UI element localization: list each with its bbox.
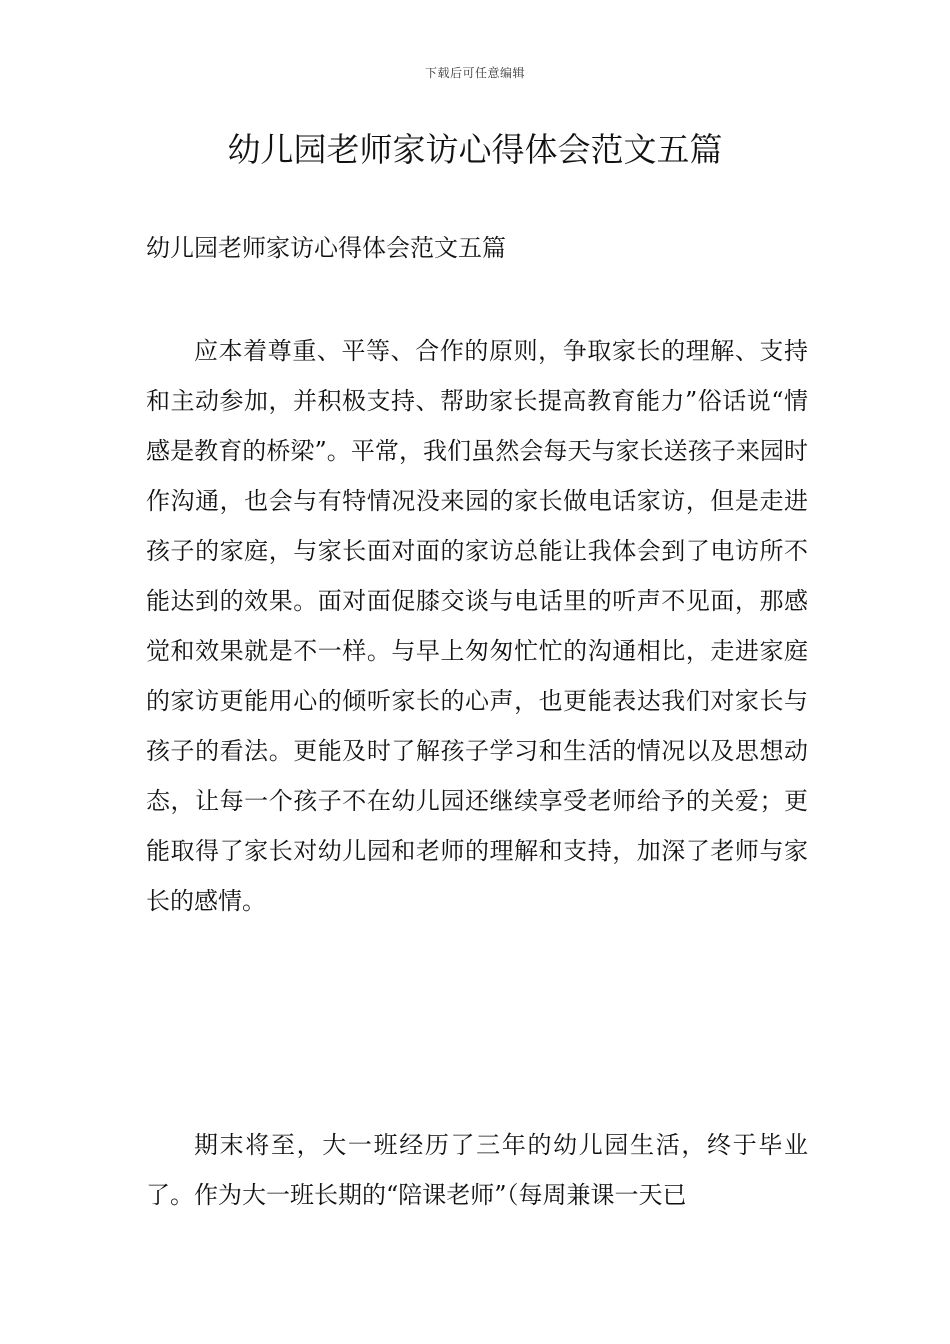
document-title: 幼儿园老师家访心得体会范文五篇 (227, 130, 723, 169)
paragraph-2: 期末将至，大一班经历了三年的幼儿园生活，终于毕业了。作为大一班长期的“陪课老师”（每周兼课一天已 (146, 1131, 808, 1209)
document-subtitle: 幼儿园老师家访心得体会范文五篇 (146, 234, 506, 262)
header-note: 下载后可任意编辑 (424, 66, 525, 80)
paragraph-1: 应本着尊重、平等、合作的原则，争取家长的理解、支持和主动参加，并积极支持、帮助家长提高教育能力”俗话说“情感是教育的桥梁”。平常，我们虽然会每天与家长送孩子来园时作沟通，也会与有特情况没来园的家长做电话家访，但是走进孩子的家庭，与家长面对面的家访总能让我体会到了电访所不能达到的效果。面对面促膝交谈与电话里的听声不见面，那感觉和效果就是不一样。与早上匆匆忙忙的沟通相比，走进家庭的家访更能用心的倾听家长的心声，也更能表达我们对家长与孩子的看法。更能及时了解孩子学习和生活的情况以及思想动态，让每一个孩子不在幼儿园还继续享受老师给予的关爱；更能取得了家长对幼儿园和老师的理解和支持，加深了老师与家长的感情。 (146, 337, 808, 915)
